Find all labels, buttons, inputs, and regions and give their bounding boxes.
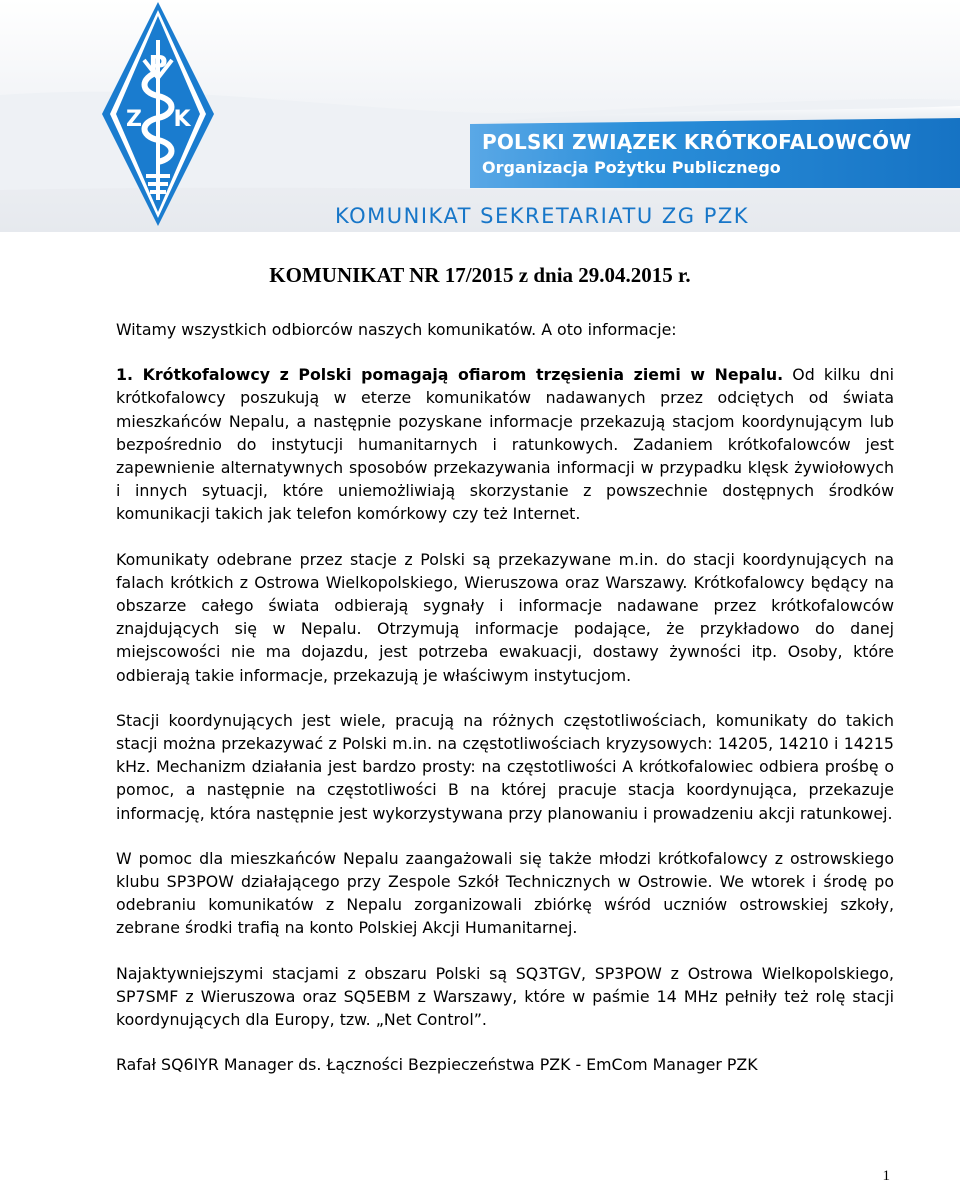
paragraph-2: Komunikaty odebrane przez stacje z Polski są przekazywane m.in. do stacji koordynujących na falach krótkich z Ostrowa Wielkopolskiego, Wieruszowa oraz Warszawy. Krótkofalowcy będący na obszarze całego świata odbierają sygnały i informacje nadawane przez krótkofalowców znajdujących się w Nepalu. Otrzymują informacje podające, że przykładowo do danej miejscowości nie ma dojazdu, jest potrzeba ewakuacji, dostawy żywności itp. Osoby, które odbierają takie informacje, przekazują je właściwym instytucjom.: [116, 549, 894, 685]
pzk-logo-icon: [100, 0, 216, 228]
paragraph-5: Najaktywniejszymi stacjami z obszaru Polski są SQ3TGV, SP3POW z Ostrowa Wielkopolskiego, SP7SMF z Wieruszowa oraz SQ5EBM z Warszawy, które w paśmie 14 MHz pełniły też rolę stacji koordynujących dla Europy, tzw. „Net Control”.: [116, 963, 894, 1030]
page-number: 1: [882, 1168, 890, 1184]
logo-letter-z: Z: [126, 107, 142, 132]
document-title: KOMUNIKAT NR 17/2015 z dnia 29.04.2015 r.: [269, 263, 691, 287]
paragraph-3: Stacji koordynujących jest wiele, pracują na różnych częstotliwościach, komunikaty do takich stacji można przekazywać z Polski m.in. na częstotliwościach kryzysowych: 14205, 14210 i 14215 kHz. Mechanizm działania jest bardzo prosty: na częstotliwości A krótkofalowiec odbiera prośbę o pomoc, a następnie na częstotliwości B na której pracuje stacja koordynująca, przekazuje informację, która następnie jest wykorzystywana przy planowaniu i prowadzeniu akcji ratunkowej.: [116, 710, 894, 823]
section-title: 1. Krótkofalowcy z Polski pomagają ofiarom trzęsienia ziemi w Nepalu.: [116, 365, 784, 385]
section-1-text: Od kilku dni krótkofalowcy poszukują w eterze komunikatów nadawanych przez odciętych od świata mieszkańców Nepalu, a następnie pozyskane informacje przekazują stacjom koordynującym lub bezpośrednio do instytucji humanitarnych i ratunkowych. Zadaniem krótkofalowców jest zapewnienie alternatywnych sposobów przekazywania informacji w przypadku klęsk żywiołowych i innych sytuacji, które uniemożliwiają skorzystanie z powszechnie dostępnych środków komunikacji takich jak telefon komórkowy czy też Internet.: [116, 365, 894, 524]
section-1-paragraph: [116, 363, 894, 525]
greeting-paragraph: Witamy wszystkich odbiorców naszych komunikatów. A oto informacje:: [116, 320, 677, 339]
signature: Rafał SQ6IYR Manager ds. Łączności Bezpieczeństwa PZK - EmCom Manager PZK: [116, 1055, 758, 1075]
secretariat-banner: KOMUNIKAT SEKRETARIATU ZG PZK: [335, 204, 750, 228]
document-body: [116, 318, 894, 1076]
paragraph-4: W pomoc dla mieszkańców Nepalu zaangażowali się także młodzi krótkofalowcy z ostrowskiego klubu SP3POW działającego przy Zespole Szkół Technicznych w Ostrowie. We wtorek i środę po odebraniu komunikatów z Nepalu zorganizowali zbiórkę wśród uczniów ostrowskiej szkoły, zebrane środki trafią na konto Polskiej Akcji Humanitarnej.: [116, 848, 894, 938]
logo-letter-k: K: [173, 107, 191, 132]
org-subtitle: Organizacja Pożytku Publicznego: [482, 158, 781, 177]
org-name: POLSKI ZWIĄZEK KRÓTKOFALOWCÓW: [482, 130, 912, 154]
logo-letter-p: P: [148, 51, 168, 81]
letterhead: [0, 0, 960, 232]
